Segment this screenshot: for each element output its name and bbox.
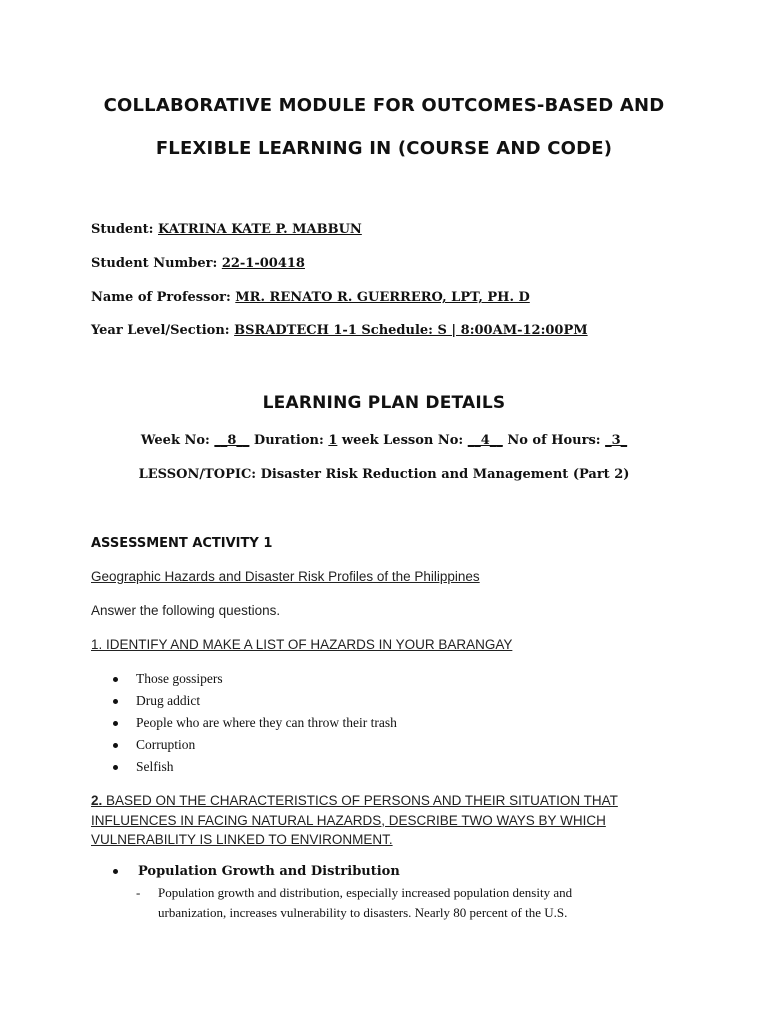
hours-label: No of Hours:: [502, 433, 606, 448]
question-2-text: BASED ON THE CHARACTERISTICS OF PERSONS AND THEIR SITUATION THAT INFLUENCES IN FACING NATURAL HAZARDS, DESCRIBE TWO WAYS BY WHICH VULNERABILITY IS LINKED TO ENVIRONMENT.: [91, 793, 618, 847]
list-item: Drug addict: [110, 690, 397, 712]
student-number-value: 22-1-00418: [221, 256, 305, 271]
bullet-icon: [113, 869, 118, 874]
week-value: __8__: [214, 433, 250, 448]
assessment-subtitle: Geographic Hazards and Disaster Risk Profiles of the Philippines: [91, 569, 480, 584]
question-1-answer-list: [110, 668, 397, 778]
question-2-detail: [136, 883, 636, 922]
lesson-label: week Lesson No:: [337, 433, 468, 448]
document-title-line-1: COLLABORATIVE MODULE FOR OUTCOMES-BASED AND: [103, 95, 665, 116]
learning-plan-heading: LEARNING PLAN DETAILS: [262, 393, 506, 413]
section-label: Year Level/Section:: [91, 323, 235, 338]
section-row: [91, 323, 588, 338]
week-label: Week No:: [140, 433, 215, 448]
list-item: People who are where they can throw their trash: [110, 712, 397, 734]
student-name-row: [91, 222, 362, 237]
student-name-label: Student:: [91, 222, 158, 237]
duration-label: Duration:: [249, 433, 329, 448]
professor-row: [91, 290, 530, 305]
duration-value: 1: [328, 433, 338, 448]
professor-value: MR. RENATO R. GUERRERO, LPT, PH. D: [235, 290, 530, 305]
student-name-value: KATRINA KATE P. MABBUN: [158, 222, 362, 237]
week-info-row: [0, 433, 768, 448]
list-item: Those gossipers: [110, 668, 397, 690]
section-value: BSRADTECH 1-1 Schedule: S | 8:00AM-12:00PM: [234, 323, 588, 338]
hours-value: _3_: [605, 433, 628, 448]
dash-marker: -: [136, 885, 141, 900]
document-title-line-2: FLEXIBLE LEARNING IN (COURSE AND CODE): [155, 138, 613, 159]
assessment-heading: ASSESSMENT ACTIVITY 1: [91, 536, 273, 551]
question-2-point: [110, 864, 400, 879]
question-2-number: 2.: [91, 793, 103, 808]
professor-label: Name of Professor:: [91, 290, 236, 305]
question-2-detail-text: Population growth and distribution, especially increased population density and urbanization, increases vulnerability to disasters. Nearly 80 percent of the U.S.: [158, 885, 573, 920]
student-number-label: Student Number:: [91, 256, 222, 271]
list-item: Selfish: [110, 756, 397, 778]
assessment-instruction: Answer the following questions.: [91, 603, 281, 618]
topic-part: (Part 2): [572, 467, 630, 482]
lesson-value: __4__: [467, 433, 503, 448]
lesson-topic-row: [0, 467, 768, 482]
question-2-point-label: Population Growth and Distribution: [138, 864, 400, 879]
question-1: 1. IDENTIFY AND MAKE A LIST OF HAZARDS IN YOUR BARANGAY: [91, 637, 513, 652]
topic-label: LESSON/TOPIC: Disaster Risk Reduction and Management: [138, 467, 573, 482]
student-number-row: [91, 256, 305, 271]
question-2: [91, 791, 681, 850]
list-item: Corruption: [110, 734, 397, 756]
